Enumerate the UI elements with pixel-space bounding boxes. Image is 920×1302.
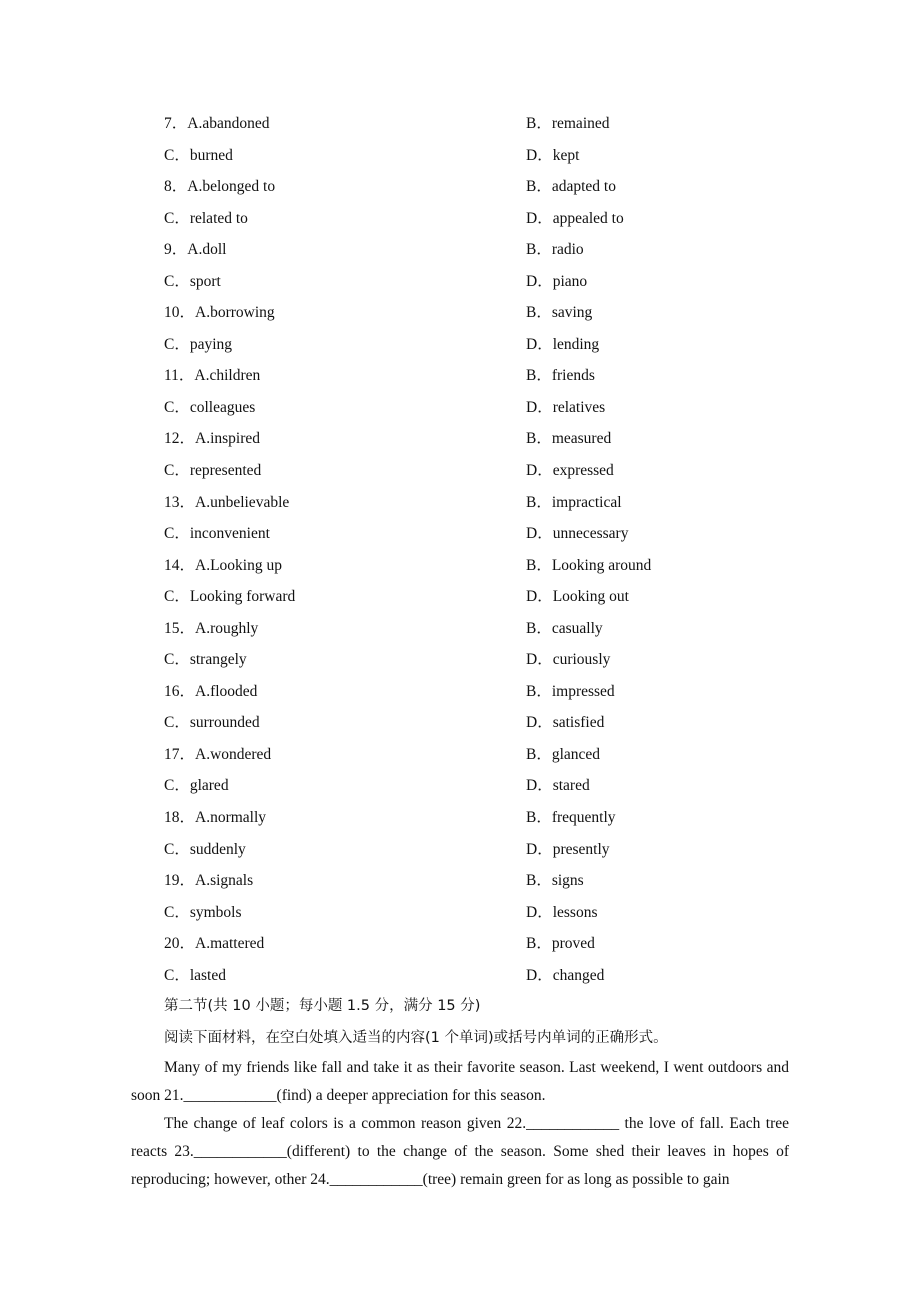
option-right: D．expressed [526, 462, 614, 480]
option-right: B．frequently [526, 809, 616, 827]
option-left: C．strangely [164, 651, 247, 669]
option-row [164, 707, 804, 739]
option-row [164, 487, 804, 519]
option-left: 17．A.wondered [164, 745, 272, 763]
option-row [164, 865, 804, 897]
option-right: B．glanced [526, 745, 601, 763]
option-left: 18．A.normally [164, 809, 267, 827]
option-left: 19．A.signals [164, 872, 254, 890]
option-row [164, 644, 804, 676]
option-right: D．stared [526, 777, 590, 795]
option-left: 16．A.flooded [164, 682, 258, 700]
option-row [164, 802, 804, 834]
option-right: D．lessons [526, 903, 598, 921]
option-left: 8．A.belonged to [164, 178, 276, 196]
option-right: B．measured [526, 430, 612, 448]
option-row [164, 392, 804, 424]
option-right: B．friends [526, 367, 595, 385]
option-left: C．burned [164, 146, 233, 164]
option-left: C．related to [164, 209, 248, 227]
option-right: B．saving [526, 304, 593, 322]
option-row [164, 329, 804, 361]
option-row [164, 770, 804, 802]
option-left: C．inconvenient [164, 525, 270, 543]
option-row [164, 455, 804, 487]
option-left: 11．A.children [164, 367, 261, 385]
option-left: C．suddenly [164, 840, 246, 858]
option-row [164, 739, 804, 771]
option-right: D．kept [526, 146, 580, 164]
option-right: D．unnecessary [526, 525, 629, 543]
option-left: 20．A.mattered [164, 935, 265, 953]
answer-options-list [164, 108, 804, 991]
option-left: 12．A.inspired [164, 430, 261, 448]
option-row [164, 360, 804, 392]
option-left: C．paying [164, 335, 233, 353]
option-left: C．represented [164, 462, 262, 480]
option-right: D．presently [526, 840, 610, 858]
option-left: 9．A.doll [164, 241, 227, 259]
option-row [164, 960, 804, 992]
reading-passage [131, 1054, 789, 1194]
section-instruction: 阅读下面材料，在空白处填入适当的内容(1 个单词)或括号内单词的正确形式。 [164, 1030, 668, 1046]
option-row [164, 613, 804, 645]
option-row [164, 171, 804, 203]
option-right: D．relatives [526, 398, 606, 416]
passage-paragraph: Many of my friends like fall and take it as their favorite season. Last weekend, I went outdoors and soon 21.____________(find) a deeper appreciation for this season. [131, 1059, 789, 1104]
option-right: B．impractical [526, 493, 622, 511]
option-right: D．Looking out [526, 588, 629, 606]
option-row [164, 266, 804, 298]
option-row [164, 234, 804, 266]
option-left: C．surrounded [164, 714, 260, 732]
option-left: C．Looking forward [164, 588, 296, 606]
section-heading-text: 第二节(共 10 小题；每小题 1.5 分，满分 15 分) [164, 998, 481, 1014]
option-row [164, 550, 804, 582]
option-row [164, 834, 804, 866]
option-row [164, 423, 804, 455]
option-right: D．appealed to [526, 209, 624, 227]
option-row [164, 140, 804, 172]
option-right: B．signs [526, 872, 584, 890]
option-left: 15．A.roughly [164, 619, 259, 637]
option-left: C．glared [164, 777, 229, 795]
option-row [164, 897, 804, 929]
option-right: B．Looking around [526, 556, 652, 574]
option-row [164, 518, 804, 550]
option-right: B．remained [526, 115, 610, 132]
option-right: D．satisfied [526, 714, 605, 732]
option-right: D．curiously [526, 651, 611, 669]
option-left: 10．A.borrowing [164, 304, 275, 322]
option-row [164, 581, 804, 613]
option-left: 14．A.Looking up [164, 556, 282, 574]
option-row [164, 297, 804, 329]
passage-paragraph: The change of leaf colors is a common reason given 22.____________ the love of fall. Each tree reacts 23.____________(different) to the change of the season. Some shed their leaves in hopes of reproducing; however, other 24.____________(tree) remain green for as long as possible to gain [131, 1115, 789, 1188]
option-row [164, 108, 804, 140]
option-left: C．lasted [164, 966, 226, 984]
section-heading [164, 992, 480, 1020]
option-right: B．proved [526, 935, 595, 953]
option-right: B．casually [526, 619, 603, 637]
option-left: C．colleagues [164, 398, 256, 416]
option-row [164, 676, 804, 708]
option-left: C．symbols [164, 903, 242, 921]
option-right: B．adapted to [526, 178, 616, 196]
option-right: D．lending [526, 335, 600, 353]
option-row [164, 928, 804, 960]
option-row [164, 203, 804, 235]
option-right: D．piano [526, 272, 588, 290]
option-left: 13．A.unbelievable [164, 493, 290, 511]
option-right: B．impressed [526, 682, 615, 700]
option-right: B．radio [526, 241, 584, 259]
option-right: D．changed [526, 966, 605, 984]
option-left: C．sport [164, 272, 221, 290]
option-left: 7．A.abandoned [164, 115, 270, 132]
